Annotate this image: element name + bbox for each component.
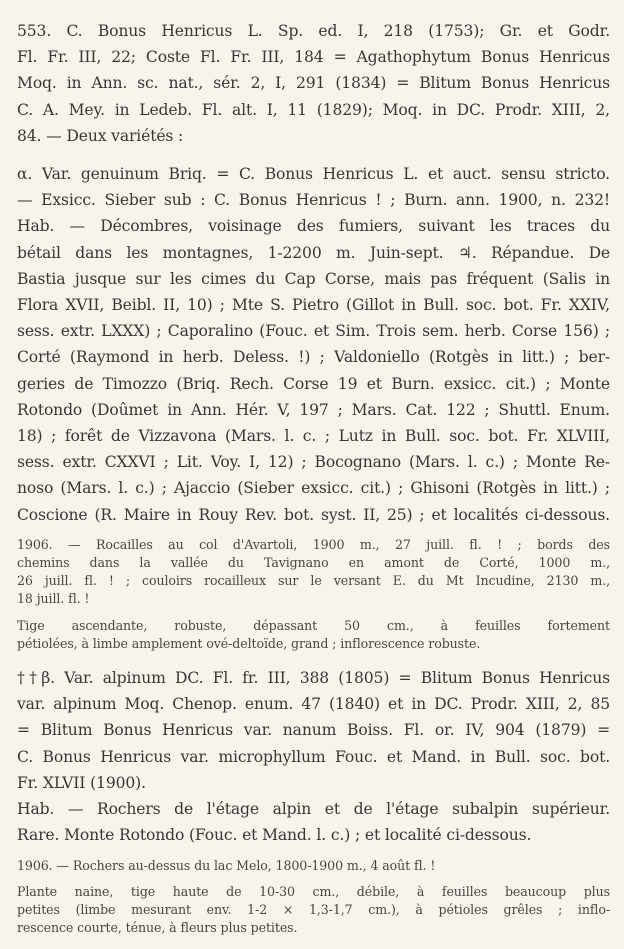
text-line: chemins dans la vallée du Tavignano en amont de Corté, 1000 m., [17, 555, 610, 571]
text-line: Fr. XLVII (1900). [17, 773, 146, 792]
text-line: Rotondo (Doûmet in Ann. Hér. V, 197 ; Mars. Cat. 122 ; Shuttl. Enum. [17, 400, 610, 419]
text-line: Bastia jusque sur les cimes du Cap Corse, mais pas fréquent (Salis in [17, 269, 610, 288]
species-entry [17, 18, 610, 149]
text-line: = Blitum Bonus Henricus var. nanum Boiss. Fl. or. IV, 904 (1879) = [17, 721, 610, 740]
variety-beta [17, 665, 610, 848]
text-line: rescence courte, ténue, à fleurs plus petites. [17, 920, 298, 936]
text-line: petites (limbe mesurant env. 1-2 × 1,3-1,7 cm.), à pétioles grêles ; inflo- [17, 901, 610, 917]
text-line: Rare. Monte Rotondo (Fouc. et Mand. l. c.) ; et localité ci-dessous. [17, 826, 532, 845]
text-line: Moq. in Ann. sc. nat., sér. 2, I, 291 (1834) = Blitum Bonus Henricus [17, 74, 610, 93]
text-line: 84. — Deux variétés : [17, 126, 184, 145]
text-line: sess. extr. LXXX) ; Caporalino (Fouc. et Sim. Trois sem. herb. Corse 156) ; [17, 322, 610, 341]
text-line: Flora XVII, Beibl. II, 10) ; Mte S. Pietro (Gillot in Bull. soc. bot. Fr. XXIV, [17, 296, 610, 315]
text-line: var. alpinum Moq. Chenop. enum. 47 (1840) et in DC. Prodr. XIII, 2, 85 [17, 695, 610, 714]
variety-beta-description [17, 883, 610, 938]
text-line: 1906. — Rocailles au col d'Avartoli, 1900 m., 27 juill. fl. ! ; bords des [17, 536, 610, 552]
text-line: Coscione (R. Maire in Rouy Rev. bot. syst. II, 25) ; et localités ci-dessous. [17, 505, 610, 524]
text-line: sess. extr. CXXVI ; Lit. Voy. I, 12) ; Bocognano (Mars. l. c.) ; Monte Re- [17, 453, 610, 472]
text-line: — Exsicc. Sieber sub : C. Bonus Henricus ! ; Burn. ann. 1900, n. 232! [17, 191, 610, 210]
text-line: bétail dans les montagnes, 1-2200 m. Juin-sept. ♃. Répandue. De [17, 243, 610, 262]
variety-beta-localities [17, 857, 610, 875]
text-line: ††β. Var. alpinum DC. Fl. fr. III, 388 (1805) = Blitum Bonus Henricus [17, 669, 610, 688]
variety-alpha [17, 161, 610, 528]
text-line: pétiolées, à limbe amplement ové-deltoïde, grand ; inflorescence robuste. [17, 635, 481, 651]
text-line: geries de Timozzo (Briq. Rech. Corse 19 et Burn. exsicc. cit.) ; Monte [17, 374, 610, 393]
text-line: 18) ; forêt de Vizzavona (Mars. l. c. ; Lutz in Bull. soc. bot. Fr. XLVIII, [17, 427, 610, 446]
text-line: Tige ascendante, robuste, dépassant 50 cm., à feuilles fortement [17, 617, 610, 633]
text-line: α. Var. genuinum Briq. = C. Bonus Henricus L. et auct. sensu stricto. [17, 165, 610, 184]
text-line: Hab. — Rochers de l'étage alpin et de l'étage subalpin supérieur. [17, 800, 610, 819]
text-line: 18 juill. fl. ! [17, 591, 90, 607]
text-line: 1906. — Rochers au-dessus du lac Melo, 1800-1900 m., 4 août fl. ! [17, 857, 436, 873]
text-line: Fl. Fr. III, 22; Coste Fl. Fr. III, 184 = Agathophytum Bonus Henricus [17, 48, 610, 67]
text-line: noso (Mars. l. c.) ; Ajaccio (Sieber exsicc. cit.) ; Ghisoni (Rotgès in litt.) ; [17, 479, 610, 498]
text-line: Corté (Raymond in herb. Deless. !) ; Valdoniello (Rotgès in litt.) ; ber- [17, 348, 610, 367]
variety-alpha-description [17, 617, 610, 653]
text-line: 26 juill. fl. ! ; couloirs rocailleux sur le versant E. du Mt Incudine, 2130 m., [17, 573, 610, 589]
text-line: 553. C. Bonus Henricus L. Sp. ed. I, 218 (1753); Gr. et Godr. [17, 22, 610, 40]
text-line: C. Bonus Henricus var. microphyllum Fouc. et Mand. in Bull. soc. bot. [17, 747, 610, 766]
text-line: Plante naine, tige haute de 10-30 cm., débile, à feuilles beaucoup plus [17, 883, 610, 899]
variety-alpha-localities [17, 536, 610, 609]
text-line: C. A. Mey. in Ledeb. Fl. alt. I, 11 (1829); Moq. in DC. Prodr. XIII, 2, [17, 100, 610, 119]
text-line: Hab. — Décombres, voisinage des fumiers, suivant les traces du [17, 217, 610, 236]
